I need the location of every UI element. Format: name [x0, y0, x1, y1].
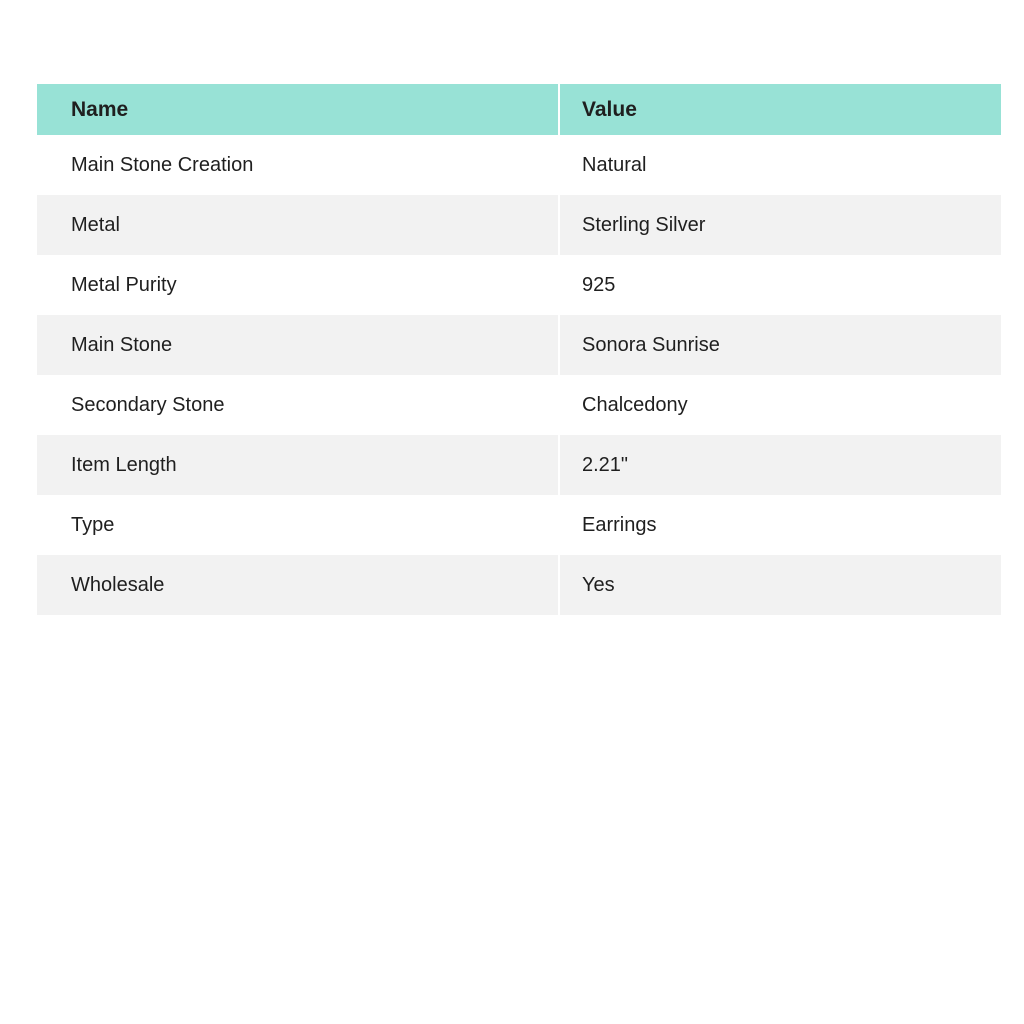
column-header-value: Value	[560, 84, 1001, 135]
attribute-name-cell: Metal Purity	[37, 255, 560, 315]
table-row	[37, 555, 1001, 615]
attribute-value-cell: Earrings	[560, 495, 1001, 555]
attribute-name-cell: Wholesale	[37, 555, 560, 615]
attribute-name-cell: Metal	[37, 195, 560, 255]
attribute-name-cell: Type	[37, 495, 560, 555]
attribute-name-cell: Main Stone	[37, 315, 560, 375]
attribute-value-cell: 925	[560, 255, 1001, 315]
table-body	[37, 135, 1001, 615]
table-row	[37, 195, 1001, 255]
table-row	[37, 435, 1001, 495]
attribute-value-cell: Chalcedony	[560, 375, 1001, 435]
table-row	[37, 255, 1001, 315]
attribute-name-cell: Main Stone Creation	[37, 135, 560, 195]
attribute-value-cell: Sterling Silver	[560, 195, 1001, 255]
column-header-name: Name	[37, 84, 560, 135]
table-row	[37, 495, 1001, 555]
table-header-row	[37, 84, 1001, 135]
attribute-name-cell: Item Length	[37, 435, 560, 495]
table-row	[37, 315, 1001, 375]
attribute-value-cell: Sonora Sunrise	[560, 315, 1001, 375]
table-row	[37, 375, 1001, 435]
attribute-value-cell: Natural	[560, 135, 1001, 195]
attribute-value-cell: Yes	[560, 555, 1001, 615]
table-row	[37, 135, 1001, 195]
attribute-value-cell: 2.21"	[560, 435, 1001, 495]
item-specifics-table	[37, 84, 1001, 615]
attribute-name-cell: Secondary Stone	[37, 375, 560, 435]
table-head	[37, 84, 1001, 135]
